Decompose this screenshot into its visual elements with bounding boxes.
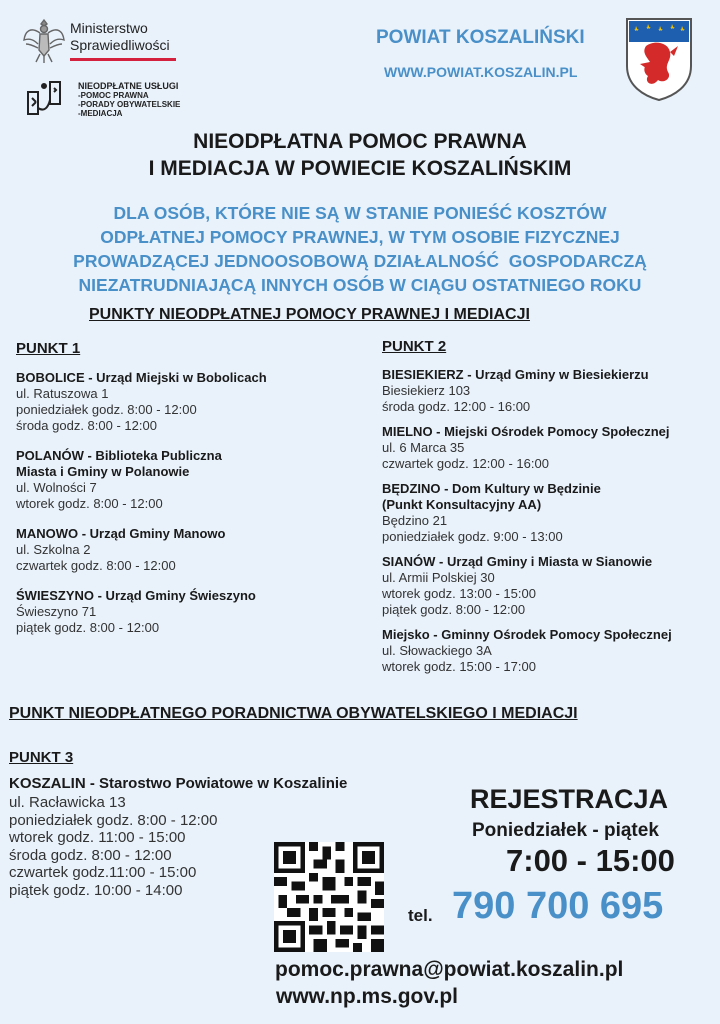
punkt3-heading: PUNKT 3 [9,749,74,766]
subtitle-line3: PROWADZĄCEJ JEDNOOSOBOWĄ DZIAŁALNOŚĆ GOSPODARCZĄ [73,251,647,271]
location-name: Miejsko - Gminny Ośrodek Pomocy Społecznej [382,627,672,642]
location-line: ul. Racławicka 13 [9,794,126,811]
location-entry [16,370,346,434]
subtitle-line4: NIEZATRUDNIAJĄCĄ INNYCH OSÓB W CIĄGU OSTATNIEGO ROKU [78,275,642,295]
location-line: ul. Wolności 7 [16,480,97,495]
punkt1-heading: PUNKT 1 [16,340,81,357]
ministry-name [70,20,170,54]
location-line: piątek godz. 8:00 - 12:00 [16,620,160,635]
location-name: MIELNO - Miejski Ośrodek Pomocy Społecznej [382,424,670,439]
polish-eagle-icon [22,16,66,64]
location-entry [16,448,346,512]
main-title [0,128,720,182]
location-name: BOBOLICE - Urząd Miejski w Bobolicach [16,370,267,385]
location-line: ul. Armii Polskiej 30 [382,570,495,585]
services-title: NIEODPŁATNE USŁUGI [78,81,179,91]
location-name-cont: (Punkt Konsultacyjny AA) [382,497,542,512]
location-name: BĘDZINO - Dom Kultury w Będzinie [382,481,601,496]
location-line: piątek godz. 10:00 - 14:00 [9,881,183,899]
free-services-logo-icon [24,78,64,118]
location-name: ŚWIESZYNO - Urząd Gminy Świeszyno [16,588,256,603]
tel-label: tel. [408,906,433,925]
location-name: POLANÓW - Biblioteka Publiczna [16,448,222,463]
location-line: poniedziałek godz. 8:00 - 12:00 [9,811,218,829]
location-line: Będzino 21 [382,513,448,528]
main-title-line1: NIEODPŁATNA POMOC PRAWNA [193,130,527,153]
powiat-url[interactable]: WWW.POWIAT.KOSZALIN.PL [384,64,578,80]
location-line: ul. 6 Marca 35 [382,440,465,455]
location-line: czwartek godz. 12:00 - 16:00 [382,456,549,471]
punkt2-column [382,339,716,684]
registration-days: Poniedziałek - piątek [472,820,659,841]
location-line: wtorek godz. 8:00 - 12:00 [16,496,163,511]
location-line: poniedziałek godz. 9:00 - 13:00 [382,529,563,544]
location-line: czwartek godz.11:00 - 15:00 [9,864,197,881]
obywatelskie-heading: PUNKT NIEODPŁATNEGO PORADNICTWA OBYWATELSKIEGO I MEDIACJI [9,705,578,722]
website-link[interactable]: www.np.ms.gov.pl [276,985,459,1008]
eligibility-subtitle [0,201,720,297]
email-link[interactable]: pomoc.prawna@powiat.koszalin.pl [275,958,624,981]
location-line: poniedziałek godz. 8:00 - 12:00 [16,402,197,417]
powiat-name: POWIAT KOSZALIŃSKI [376,27,585,48]
location-entry [16,526,346,574]
services-item: -PORADY OBYWATELSKIE [78,100,181,109]
free-services-text [78,82,180,118]
registration-hours: 7:00 - 15:00 [506,843,675,878]
punkt2-heading: PUNKT 2 [382,338,447,355]
location-line: ul. Słowackiego 3A [382,643,492,658]
location-entry [382,481,716,545]
location-entry [382,424,716,472]
location-entry [382,554,716,618]
location-line: środa godz. 12:00 - 16:00 [382,399,531,414]
ministry-line1: Ministerstwo [70,20,148,36]
location-line: Biesiekierz 103 [382,383,471,398]
main-title-line2: I MEDIACJA W POWIECIE KOSZALIŃSKIM [148,157,572,180]
services-item: -MEDIACJA [78,109,123,118]
koszalin-county-crest-icon [624,16,694,102]
location-line: środa godz. 8:00 - 12:00 [16,418,157,433]
location-line: piątek godz. 8:00 - 12:00 [382,602,526,617]
subtitle-line1: DLA OSÓB, KTÓRE NIE SĄ W STANIE PONIEŚĆ KOSZTÓW [113,203,607,223]
location-line: Świeszyno 71 [16,604,97,619]
location-line: czwartek godz. 8:00 - 12:00 [16,558,176,573]
ministry-red-line [70,58,176,61]
location-name: MANOWO - Urząd Gminy Manowo [16,526,226,541]
location-name-cont: Miasta i Gminy w Polanowie [16,464,190,479]
location-line: wtorek godz. 13:00 - 15:00 [382,586,536,601]
ministry-line2: Sprawiedliwości [70,37,170,53]
location-entry [16,588,346,636]
location-line: ul. Szkolna 2 [16,542,91,557]
location-name: SIANÓW - Urząd Gminy i Miasta w Sianowie [382,554,653,569]
location-line: wtorek godz. 15:00 - 17:00 [382,659,536,674]
location-line: wtorek godz. 11:00 - 15:00 [9,829,186,846]
location-entry [382,367,716,415]
registration-title: REJESTRACJA [470,784,669,814]
qr-code-icon[interactable] [274,842,384,952]
punkt1-column [16,341,346,650]
location-line: ul. Ratuszowa 1 [16,386,109,401]
location-name: BIESIEKIERZ - Urząd Gminy w Biesiekierzu [382,367,649,382]
subtitle-line2: ODPŁATNEJ POMOCY PRAWNEJ, W TYM OSOBIE FIZYCZNEJ [100,227,620,247]
tel-number[interactable]: 790 700 695 [452,885,664,927]
punkty-heading: PUNKTY NIEODPŁATNEJ POMOCY PRAWNEJ I MEDIACJI [89,306,530,323]
location-line: środa godz. 8:00 - 12:00 [9,846,172,864]
services-item: -POMOC PRAWNA [78,91,149,100]
location-entry [382,627,716,675]
location-name: KOSZALIN - Starostwo Powiatowe w Koszalinie [9,774,348,792]
